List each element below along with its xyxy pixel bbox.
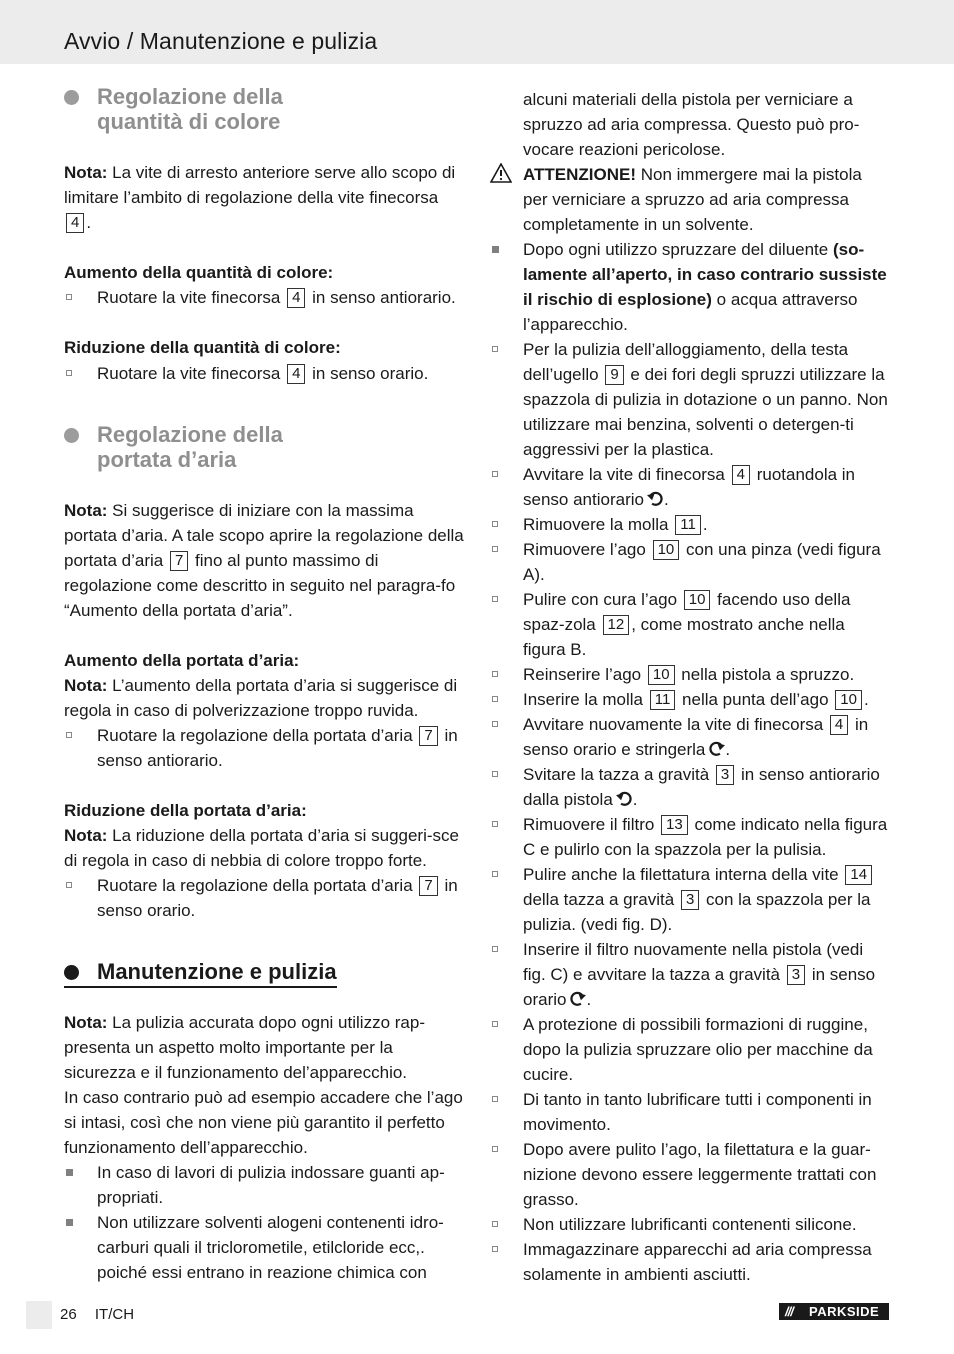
checkbox-bullet-icon xyxy=(66,294,72,300)
part-number: 9 xyxy=(605,365,623,385)
list-item: Rimuovere l’ago 10 con una pinza (vedi figura A). xyxy=(490,537,890,587)
part-number: 11 xyxy=(650,690,676,710)
list-item: Ruotare la regolazione della portata d’aria 7 in senso antiorario. xyxy=(64,723,464,773)
part-number: 3 xyxy=(681,890,699,910)
checkbox-bullet-icon xyxy=(66,732,72,738)
part-number: 4 xyxy=(287,364,305,384)
bullet-dot-icon xyxy=(64,90,79,105)
part-number: 7 xyxy=(419,726,437,746)
list-item: Pulire anche la filettatura interna della vite 14 della tazza a gravità 3 con la spazzola per la pulizia. (vedi fig. D). xyxy=(490,862,890,937)
list-item: Reinserire l’ago 10 nella pistola a spruzzo. xyxy=(490,662,890,687)
part-number: 10 xyxy=(648,665,675,685)
checkbox-bullet-icon xyxy=(492,596,498,602)
checkbox-bullet-icon xyxy=(492,821,498,827)
part-number: 11 xyxy=(675,515,701,535)
list-item: Avvitare la vite di finecorsa 4 ruotandola in senso antiorario . xyxy=(490,462,890,512)
list-item: Ruotare la vite finecorsa 4 in senso antiorario. xyxy=(64,285,464,310)
list-item: Pulire con cura l’ago 10 facendo uso della spaz-zola 12 , come mostrato anche nella figura B. xyxy=(490,587,890,662)
checkbox-bullet-icon xyxy=(492,1146,498,1152)
list-item: Ruotare la regolazione della portata d’aria 7 in senso orario. xyxy=(64,873,464,923)
part-number: 7 xyxy=(419,876,437,896)
checkbox-bullet-icon xyxy=(66,882,72,888)
checkbox-bullet-icon xyxy=(492,946,498,952)
paragraph: alcuni materiali della pistola per verniciare a spruzzo ad aria compressa. Questo può pro-vocare reazioni pericolose. xyxy=(523,90,860,159)
square-bullet-icon xyxy=(492,246,499,253)
part-number: 4 xyxy=(830,715,848,735)
list-item: Rimuovere il filtro 13 come indicato nella figura C e pulirlo con la spazzola per la pulisia. xyxy=(490,812,890,862)
footer-marker xyxy=(26,1301,52,1329)
note-paragraph: Nota: La vite di arresto anteriore serve allo scopo di limitare l’ambito di regolazione della vite finecorsa 4 . xyxy=(64,163,456,232)
note-paragraph: Nota: L’aumento della portata d’aria si suggerisce di regola in caso di polverizzazione troppo ruvida. xyxy=(64,676,458,720)
footer xyxy=(60,1306,148,1323)
part-number: 13 xyxy=(661,815,688,835)
checkbox-bullet-icon xyxy=(66,370,72,376)
checkbox-bullet-icon xyxy=(492,1246,498,1252)
checkbox-bullet-icon xyxy=(492,771,498,777)
list-item: Non utilizzare solventi alogeni contenenti idro-carburi quali il triclorometile, etilcloride ecc,. poiché essi entrano in reazione chimica con xyxy=(64,1210,464,1285)
warning-item: ATTENZIONE! Non immergere mai la pistola per verniciare a spruzzo ad aria compressa completamente in un solvente. xyxy=(490,162,890,237)
part-number: 4 xyxy=(66,213,84,233)
checkbox-bullet-icon xyxy=(492,471,498,477)
checkbox-bullet-icon xyxy=(492,1221,498,1227)
note-paragraph: Nota: La pulizia accurata dopo ogni utilizzo rap-presenta un aspetto molto importante per la sicurezza e il funzionamento del’apparecchio. xyxy=(64,1013,425,1082)
language-code: IT/CH xyxy=(94,1306,135,1323)
part-number: 3 xyxy=(787,965,805,985)
page-number: 26 xyxy=(60,1306,77,1323)
part-number: 7 xyxy=(170,551,188,571)
warning-triangle-icon xyxy=(490,163,512,183)
note-paragraph: Nota: La riduzione della portata d’aria si suggeri-sce di regola in caso di nebbia di colore troppo forte. xyxy=(64,826,459,870)
rotate-counterclockwise-icon xyxy=(616,790,633,807)
part-number: 4 xyxy=(287,288,305,308)
left-column xyxy=(64,84,464,1285)
list-item: Di tanto in tanto lubrificare tutti i componenti in movimento. xyxy=(490,1087,890,1137)
checkbox-bullet-icon xyxy=(492,696,498,702)
part-number: 14 xyxy=(845,865,872,885)
checkbox-bullet-icon xyxy=(492,1096,498,1102)
checkbox-bullet-icon xyxy=(492,671,498,677)
list-item: Avvitare nuovamente la vite di finecorsa 4 in senso orario e stringerla . xyxy=(490,712,890,762)
checkbox-bullet-icon xyxy=(492,346,498,352)
bullet-dot-icon xyxy=(64,965,79,980)
list-item: Svitare la tazza a gravità 3 in senso antiorario dalla pistola . xyxy=(490,762,890,812)
page-title: Avvio / Manutenzione e pulizia xyxy=(64,28,378,54)
bullet-dot-icon xyxy=(64,428,79,443)
rotate-counterclockwise-icon xyxy=(647,490,664,507)
list-item: Non utilizzare lubrificanti contenenti silicone. xyxy=(490,1212,890,1237)
list-item: Rimuovere la molla 11 . xyxy=(490,512,890,537)
right-column xyxy=(490,87,890,1287)
checkbox-bullet-icon xyxy=(492,521,498,527)
checkbox-bullet-icon xyxy=(492,546,498,552)
part-number: 10 xyxy=(684,590,711,610)
subheading: Riduzione della quantità di colore: xyxy=(64,338,341,357)
list-item: Immagazzinare apparecchi ad aria compressa solamente in ambienti asciutti. xyxy=(490,1237,890,1287)
part-number: 4 xyxy=(732,465,750,485)
part-number: 12 xyxy=(603,615,630,635)
list-item: Dopo avere pulito l’ago, la filettatura e la guar-nizione devono essere leggermente trattati con grasso. xyxy=(490,1137,890,1212)
checkbox-bullet-icon xyxy=(492,721,498,727)
subheading: Riduzione della portata d’aria: xyxy=(64,801,307,820)
part-number: 3 xyxy=(716,765,734,785)
checkbox-bullet-icon xyxy=(492,871,498,877)
list-item: In caso di lavori di pulizia indossare guanti ap-propriati. xyxy=(64,1160,464,1210)
section-heading-maintenance: Manutenzione e pulizia xyxy=(64,959,337,988)
note-paragraph: Nota: Si suggerisce di iniziare con la massima portata d’aria. A tale scopo aprire la regolazione della portata d’aria 7 fino al punto massimo di regolazione come descritto in seguito nel paragra-fo “Aumento della portata d’aria”. xyxy=(64,501,464,620)
part-number: 10 xyxy=(653,540,680,560)
paragraph: In caso contrario può ad esempio accadere che l’ago si intasi, così che non viene più garantito il perfetto funzionamento dell’apparecchio. xyxy=(64,1088,463,1157)
section-heading-paint-quantity: Regolazione della quantità di colore xyxy=(64,84,464,134)
checkbox-bullet-icon xyxy=(492,1021,498,1027)
brand-logo: /// PARKSIDE xyxy=(779,1303,889,1320)
list-item: Dopo ogni utilizzo spruzzare del diluente (so-lamente all’aperto, in caso contrario sussiste il rischio di esplosione) o acqua attraverso l’apparecchio. xyxy=(490,237,890,337)
square-bullet-icon xyxy=(66,1169,73,1176)
part-number: 10 xyxy=(835,690,862,710)
subheading: Aumento della quantità di colore: xyxy=(64,263,334,282)
list-item: A protezione di possibili formazioni di ruggine, dopo la pulizia spruzzare olio per macchine da cucire. xyxy=(490,1012,890,1087)
list-item: Ruotare la vite finecorsa 4 in senso orario. xyxy=(64,361,464,386)
list-item: Per la pulizia dell’alloggiamento, della testa dell’ugello 9 e dei fori degli spruzzi utilizzare la spazzola di pulizia in dotazione o un panno. Non utilizzare mai benzina, solventi o detergen-ti aggressivi per la plastica. xyxy=(490,337,890,462)
square-bullet-icon xyxy=(66,1219,73,1226)
subheading: Aumento della portata d’aria: xyxy=(64,651,300,670)
list-item: Inserire il filtro nuovamente nella pistola (vedi fig. C) e avvitare la tazza a gravità 3 in senso orario . xyxy=(490,937,890,1012)
rotate-clockwise-icon xyxy=(569,990,586,1007)
rotate-clockwise-icon xyxy=(708,740,725,757)
section-heading-air-flow: Regolazione della portata d’aria xyxy=(64,422,464,472)
list-item: Inserire la molla 11 nella punta dell’ago 10 . xyxy=(490,687,890,712)
